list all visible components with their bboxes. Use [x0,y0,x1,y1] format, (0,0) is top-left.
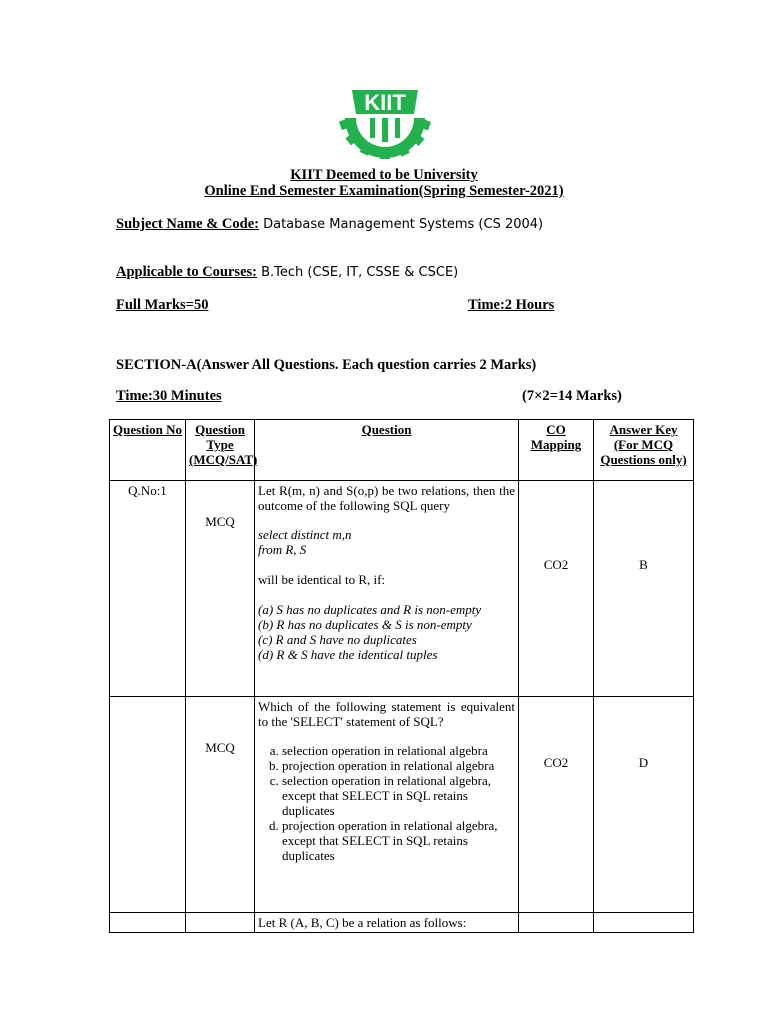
answer-key [594,913,694,933]
section-heading: SECTION-A(Answer All Questions. Each question carries 2 Marks) [116,357,537,373]
co-mapping: CO2 [519,481,594,697]
sql-line-2: from R, S [258,542,307,557]
table-header-row [110,420,694,481]
subject-label: Subject Name & Code: [116,216,259,232]
option-a: (a) S has no duplicates and R is non-empty [258,602,482,617]
option-b: b. projection operation in relational algebra [282,758,515,773]
question-number [110,697,186,913]
co-mapping [519,913,594,933]
table-row [110,697,694,913]
question-intro: Let R (A, B, C) be a relation as follows: [255,913,519,933]
option-a: a. selection operation in relational algebra [282,743,515,758]
question-intro: Which of the following statement is equivalent to the 'SELECT' statement of SQL? [258,699,515,729]
question-text [255,697,519,913]
kiit-logo [330,80,440,160]
section-time: Time:30 Minutes [116,388,222,404]
university-title: KIIT Deemed to be University [290,167,478,183]
question-table [109,419,694,933]
header-answer-key: Answer Key (For MCQ Questions only) [594,420,694,481]
answer-key: B [594,481,694,697]
total-time: Time:2 Hours [468,297,555,313]
exam-title: Online End Semester Examination(Spring Semester-2021) [204,183,564,199]
header-question-type: Question Type (MCQ/SAT) [186,420,255,481]
header-co-mapping: CO Mapping [519,420,594,481]
question-type [186,913,255,933]
header-question-no: Question No [110,420,186,481]
question-type: MCQ [186,697,255,913]
subject-line [116,216,543,233]
answer-key: D [594,697,694,913]
question-intro: Let R(m, n) and S(o,p) be two relations, then the outcome of the following SQL query [258,483,515,513]
subject-value: Database Management Systems (CS 2004) [258,217,544,232]
option-d: d. projection operation in relational algebra, except that SELECT in SQL retains duplicates [282,818,515,863]
logo-text: KIIT [364,90,406,115]
question-after: will be identical to R, if: [258,572,386,587]
table-row [110,913,694,933]
courses-value: B.Tech (CSE, IT, CSSE & CSCE) [256,265,459,280]
option-c: c. selection operation in relational algebra, except that SELECT in SQL retains duplicates [282,773,515,818]
question-text [255,481,519,697]
courses-line [116,264,458,281]
co-mapping: CO2 [519,697,594,913]
sql-line-1: select distinct m,n [258,527,352,542]
header-question: Question [255,420,519,481]
option-b: (b) R has no duplicates & S is non-empty [258,617,472,632]
option-c: (c) R and S have no duplicates [258,632,417,647]
option-d: (d) R & S have the identical tuples [258,647,438,662]
table-row [110,481,694,697]
courses-label: Applicable to Courses: [116,264,257,280]
full-marks: Full Marks=50 [116,297,209,313]
question-number [110,913,186,933]
question-type: MCQ [186,481,255,697]
section-marks: (7×2=14 Marks) [522,388,622,404]
question-number: Q.No:1 [110,481,186,697]
